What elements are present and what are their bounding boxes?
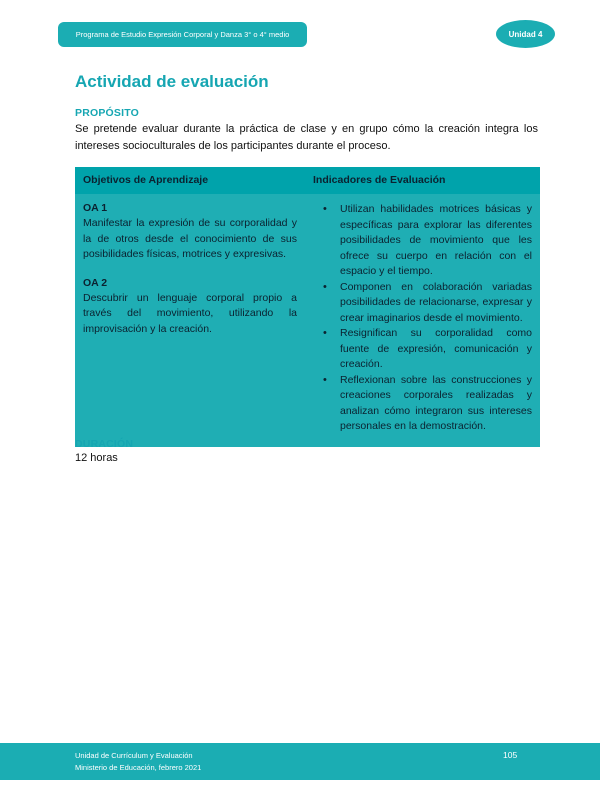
footer-date: Ministerio de Educación, febrero 2021 [75, 762, 202, 772]
oa-text: Descubrir un lenguaje corporal propio a través del movimiento, utilizando la improvisación y la creación. [83, 291, 297, 335]
indicator-item: • Resignifican su corporalidad como fuente de expresión, comunicación y creación. [313, 326, 532, 373]
footer-credits [75, 750, 201, 773]
table-header-objetivos: Objetivos de Aprendizaje [83, 174, 209, 186]
oa-item [83, 202, 297, 263]
oa-code: OA 2 [83, 276, 108, 289]
indicator-list [313, 202, 532, 435]
oa-item [83, 277, 297, 338]
proposito-label: PROPÓSITO [75, 107, 140, 119]
table-body-row [75, 194, 540, 447]
duracion-label: DURACIÓN [75, 438, 134, 450]
footer-institution: Unidad de Currículum y Evaluación [75, 751, 193, 760]
proposito-text: Se pretende evaluar durante la práctica de clase y en grupo cómo la creación integra los intereses socioculturales de los participantes durante el proceso. [75, 123, 538, 152]
indicator-item: • Reflexionan sobre las construcciones y creaciones corporales realizadas y analizan cómo integraron sus intereses personales en la demostración. [313, 373, 532, 435]
oa-text: Manifestar la expresión de su corporalidad y la de otros desde el conocimiento de sus posibilidades físicas, motrices y expresivas. [83, 217, 297, 260]
indicator-item: • Componen en colaboración variadas posibilidades de relacionarse, expresar y crear imaginarios desde el movimiento. [313, 280, 532, 327]
table-header-row [75, 167, 540, 194]
footer-bar [0, 743, 600, 780]
program-badge: Programa de Estudio Expresión Corporal y Danza 3° o 4° medio [58, 22, 307, 47]
oa-code: OA 1 [83, 202, 108, 214]
indicator-item: • Utilizan habilidades motrices básicas y específicas para explorar las diferentes posibilidades de movimiento que les ofrece su cuerpo en relación con el espacio y el tiempo. [313, 202, 532, 280]
indicadores-cell [305, 194, 540, 447]
objectives-indicators-table [75, 167, 540, 447]
page-number: 105 [503, 750, 518, 760]
unit-badge: Unidad 4 [496, 20, 555, 48]
duracion-value: 12 horas [75, 452, 118, 464]
objetivos-cell [75, 194, 305, 447]
page-title: Actividad de evaluación [75, 72, 269, 91]
table-header-indicadores: Indicadores de Evaluación [313, 174, 446, 186]
